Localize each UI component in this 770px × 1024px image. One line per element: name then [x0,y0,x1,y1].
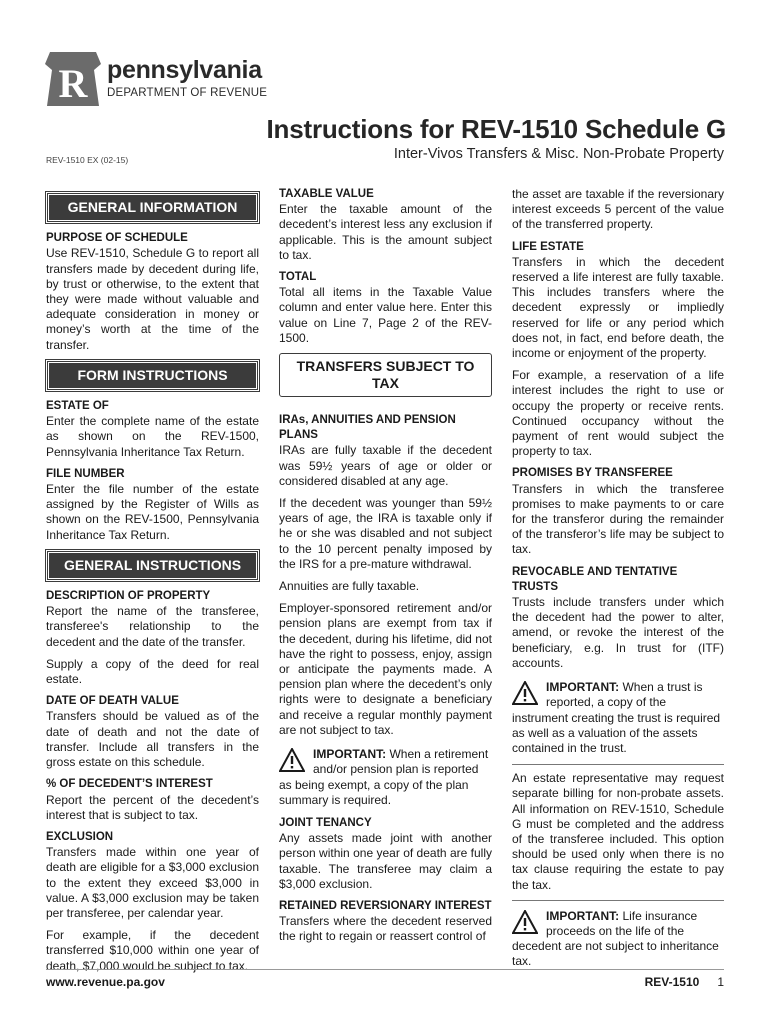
section-transfers-subject-to-tax: TRANSFERS SUBJECT TO TAX [279,353,492,397]
form-id: REV-1510 EX (02-15) [46,155,129,165]
page-subtitle: Inter-Vivos Transfers & Misc. Non-Probate Property [393,146,724,162]
estate-heading: ESTATE OF [46,400,109,413]
important-note-insurance [512,907,724,970]
revocable-trusts-text: Trusts include transfers under which the decedent had the power to alter, amend, or revoke the interest of the beneficiary, e.g. In trust for (ITF) accounts. [512,595,724,670]
joint-tenancy-text: Any assets made joint with another person within one year of death are fully taxable. The transferee may claim a $3,000 exclusion. [279,831,492,891]
percent-interest-heading: % OF DECEDENT’S INTEREST [46,778,213,791]
important-note-trust [512,678,724,756]
file-number-heading: FILE NUMBER [46,467,125,480]
total-heading: TOTAL [279,271,317,284]
purpose-text: Use REV-1510, Schedule G to report all transfers made by decedent during life, by trust or otherwise, to the extent that they were made without valuable and adequate consideration in money or money’s worth at the time of the transfer. [46,246,259,352]
taxable-value-heading: TAXABLE VALUE [279,188,374,200]
warning-icon [279,748,305,772]
footer-page-info [645,975,724,989]
important-label: IMPORTANT: [313,747,387,762]
revocable-trusts-heading: REVOCABLE AND TENTATIVE TRUSTS [512,565,678,593]
warning-icon [512,681,538,705]
important-text: Life insurance proceeds on the life of the decedent are not subject to inheritance tax. [512,908,719,969]
column-2 [279,187,492,952]
retained-interest-continued: the asset are taxable if the reversionary interest exceeds 5 percent of the value of the transferred property. [512,187,724,232]
important-note-pension [279,745,492,808]
footer-url: www.revenue.pa.gov [46,975,165,989]
important-label: IMPORTANT: [546,908,620,923]
page-number: 1 [717,975,724,989]
joint-tenancy-heading: JOINT TENANCY [279,816,372,829]
promises-text: Transfers in which the transferee promises to make payments to or care for the transferor during the remainder of the transferor’s life may be subject to tax. [512,481,724,557]
warning-icon [512,910,538,934]
ira-text-2: If the decedent was younger than 59½ years of age, the IRA is taxable only if he or she was disabled and not subject to the 10 percent penalty imposed by the IRS for a pre-mature withdrawal. [279,496,492,571]
important-label: IMPORTANT: [546,680,620,695]
footer-divider [46,969,724,970]
estate-text: Enter the complete name of the estate as shown on the REV-1500, Pennsylvania Inheritance Tax Return. [46,414,259,459]
exclusion-text: Transfers made within one year of death are eligible for a $3,000 exclusion to the extent they exceed $3,000 in value. A $3,000 exclusion may be taken per transferee, per calendar year. [46,845,259,920]
date-of-death-heading: DATE OF DEATH VALUE [46,695,179,708]
ira-text-1: IRAs are fully taxable if the decedent was 59½ years of age or older or considered disabled at any age. [279,443,492,488]
important-text: When a trust is reported, a copy of the instrument creating the trust is required as well as a valuation of the assets contained in the trust. [512,680,721,755]
deed-text: Supply a copy of the deed for real estate. [46,656,259,687]
employer-plans-text: Employer-sponsored retirement and/or pension plans are exempt from tax if the decedent, during his lifetime, did not have the right to possess, enjoy, assign or anticipate the payments made. A pension plan where the decedent’s only rights were to designate a beneficiary and receive a regular monthly payment are not subject to tax. [279,601,492,737]
retained-interest-heading: RETAINED REVERSIONARY INTEREST [279,899,492,912]
brand-subtitle: DEPARTMENT OF REVENUE [107,87,268,99]
footer-form-id: REV-1510 [644,975,700,989]
percent-interest-text: Report the percent of the decedent’s interest that is subject to tax. [46,792,259,822]
divider [512,764,724,765]
date-of-death-text: Transfers should be valued as of the date of death and not the date of transfer. Include all transfers in the gross estate on this schedule. [46,709,259,770]
logo-letter: R [58,61,88,106]
life-estate-example: For example, a reservation of a life interest includes the right to use or occupy the property or receive rents. Continued occupancy without the payment of rent would subject the property to tax. [512,368,724,459]
purpose-heading: PURPOSE OF SCHEDULE [46,232,188,245]
life-estate-text: Transfers in which the decedent reserved a life interest are fully taxable. This includes transfers where the decedent expressly or impliedly reserved for life or any period which does not, in fact, end before death, the income or enjoyment of the property. [512,254,724,361]
column-1 [46,187,259,981]
section-form-instructions: FORM INSTRUCTIONS [46,360,259,391]
brand [107,56,267,99]
keystone-logo [44,50,102,108]
exclusion-example-text: For example, if the decedent transferred $10,000 within one year of death, $7,000 would be subject to tax. [46,928,259,973]
promises-heading: PROMISES BY TRANSFEREE [512,467,673,480]
ira-heading: IRAs, ANNUITIES AND PENSION PLANS [279,414,456,442]
retained-interest-text: Transfers where the decedent reserved the right to regain or reassert control of [279,914,492,944]
brand-name: pennsylvania [107,56,262,84]
annuities-text: Annuities are fully taxable. [279,579,420,594]
description-heading: DESCRIPTION OF PROPERTY [46,590,211,603]
total-text: Total all items in the Taxable Value column and enter value here. Enter this value on Line 7, Page 2 of the REV-1500. [279,285,492,345]
estate-representative-text: An estate representative may request separate billing for non-probate assets. All information on REV-1510, Schedule G must be completed and the address of the transferee included. This option should be used only when there is no tax clause requiring the estate to pay the tax. [512,771,724,892]
column-3 [512,187,724,978]
divider [512,900,724,901]
page-title: Instructions for REV-1510 Schedule G [266,114,726,144]
file-number-text: Enter the file number of the estate assigned by the Register of Wills as shown on the REV-1500, Pennsylvania Inheritance Tax Return. [46,482,259,542]
description-text: Report the name of the transferee, transferee's relationship to the decedent and the date of the transfer. [46,604,259,649]
exclusion-heading: EXCLUSION [46,830,114,843]
section-general-instructions: GENERAL INSTRUCTIONS [46,550,259,581]
life-estate-heading: LIFE ESTATE [512,240,584,253]
taxable-value-text: Enter the taxable amount of the decedent’s interest less any exclusion if applicable. This is the amount subject to tax. [279,202,492,262]
important-text: When a retirement and/or pension plan is reported as being exempt, a copy of the plan summary is required. [279,747,489,807]
section-general-information: GENERAL INFORMATION [46,192,259,223]
